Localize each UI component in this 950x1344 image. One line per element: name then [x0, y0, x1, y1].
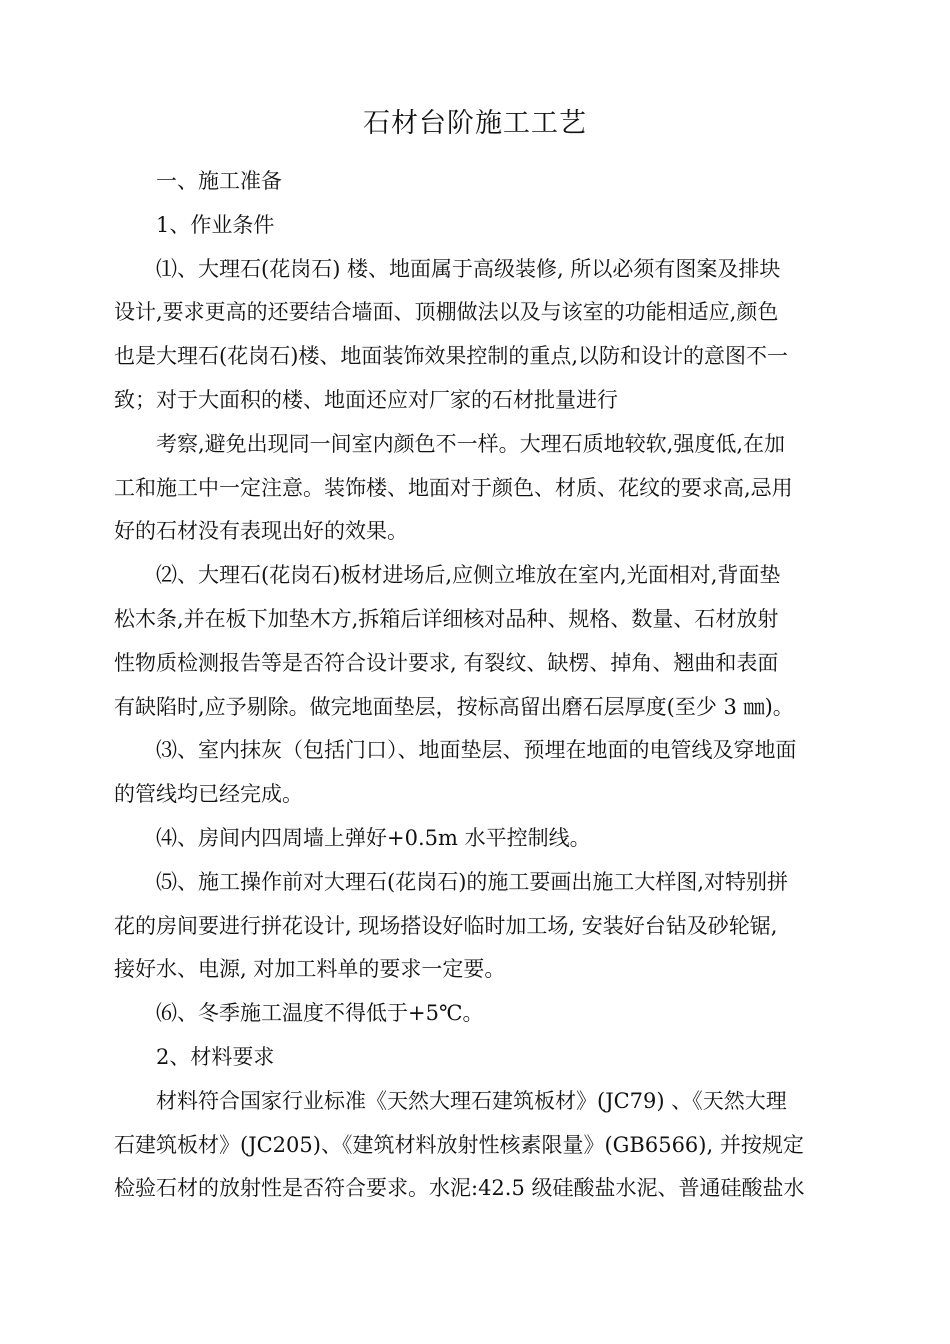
paragraph-line: ⑸、施工操作前对大理石(花岗石)的施工要画出施工大样图,对特别拼 [156, 869, 789, 894]
paragraph [114, 160, 844, 204]
paragraph [114, 1080, 844, 1211]
paragraph-line: 石建筑板材》(JC205)、《建筑材料放射性核素限量》(GB6566), 并按规定 [114, 1132, 804, 1157]
paragraph [114, 248, 844, 423]
paragraph-line: ⑹、冬季施工温度不得低于+5℃。 [156, 1001, 484, 1026]
paragraph [114, 729, 844, 817]
paragraph-line: 设计,要求更高的还要结合墙面、顶棚做法以及与该室的功能相适应,颜色 [114, 300, 779, 325]
paragraph [114, 817, 844, 861]
paragraph-line: 也是大理石(花岗石)楼、地面装饰效果控制的重点,以防和设计的意图不一 [114, 344, 789, 369]
paragraph [114, 861, 844, 992]
paragraph [114, 554, 844, 729]
paragraph [114, 1036, 844, 1080]
paragraph [114, 423, 844, 554]
paragraph-line: 好的石材没有表现出好的效果。 [114, 519, 408, 544]
paragraph-line: 性物质检测报告等是否符合设计要求, 有裂纹、缺楞、掉角、翘曲和表面 [114, 650, 779, 675]
paragraph-line: 工和施工中一定注意。装饰楼、地面对于颜色、材质、花纹的要求高,忌用 [114, 475, 793, 500]
paragraph-line: 1、作业条件 [156, 212, 275, 237]
paragraph-line: 花的房间要进行拼花设计, 现场搭设好临时加工场, 安装好台钻及砂轮锯, [114, 913, 778, 938]
paragraph-line: 材料符合国家行业标准《天然大理石建筑板材》(JC79) 、《天然大理 [156, 1088, 787, 1113]
paragraph-line: 检验石材的放射性是否符合要求。水泥:42.5 级硅酸盐水泥、普通硅酸盐水 [114, 1176, 805, 1201]
paragraph-line: 松木条,并在板下加垫木方,拆箱后详细核对品种、规格、数量、石材放射 [114, 606, 779, 631]
paragraph-line: 有缺陷时,应予剔除。做完地面垫层，按标高留出磨石层厚度(至少 3 ㎜)。 [114, 694, 794, 719]
paragraph-line: ⑴、大理石(花岗石) 楼、地面属于高级装修, 所以必须有图案及排块 [156, 256, 781, 281]
paragraph [114, 992, 844, 1036]
paragraph-line: 致；对于大面积的楼、地面还应对厂家的石材批量进行 [114, 387, 618, 412]
document-body [114, 160, 844, 1211]
document-title: 石材台阶施工工艺 [363, 108, 587, 139]
paragraph-line: 的管线均已经完成。 [114, 782, 303, 807]
paragraph-line: 一、施工准备 [156, 169, 282, 193]
paragraph-line: ⑶、室内抹灰（包括门口）、地面垫层、预埋在地面的电管线及穿地面 [156, 738, 797, 763]
paragraph-line: ⑷、房间内四周墙上弹好+0.5m 水平控制线。 [156, 825, 591, 850]
paragraph-line: ⑵、大理石(花岗石)板材进场后,应侧立堆放在室内,光面相对,背面垫 [156, 563, 781, 588]
paragraph-line: 考察,避免出现同一间室内颜色不一样。大理石质地较软,强度低,在加 [156, 431, 786, 456]
paragraph [114, 204, 844, 248]
paragraph-line: 2、材料要求 [156, 1044, 275, 1069]
paragraph-line: 接好水、电源, 对加工料单的要求一定要。 [114, 957, 506, 982]
